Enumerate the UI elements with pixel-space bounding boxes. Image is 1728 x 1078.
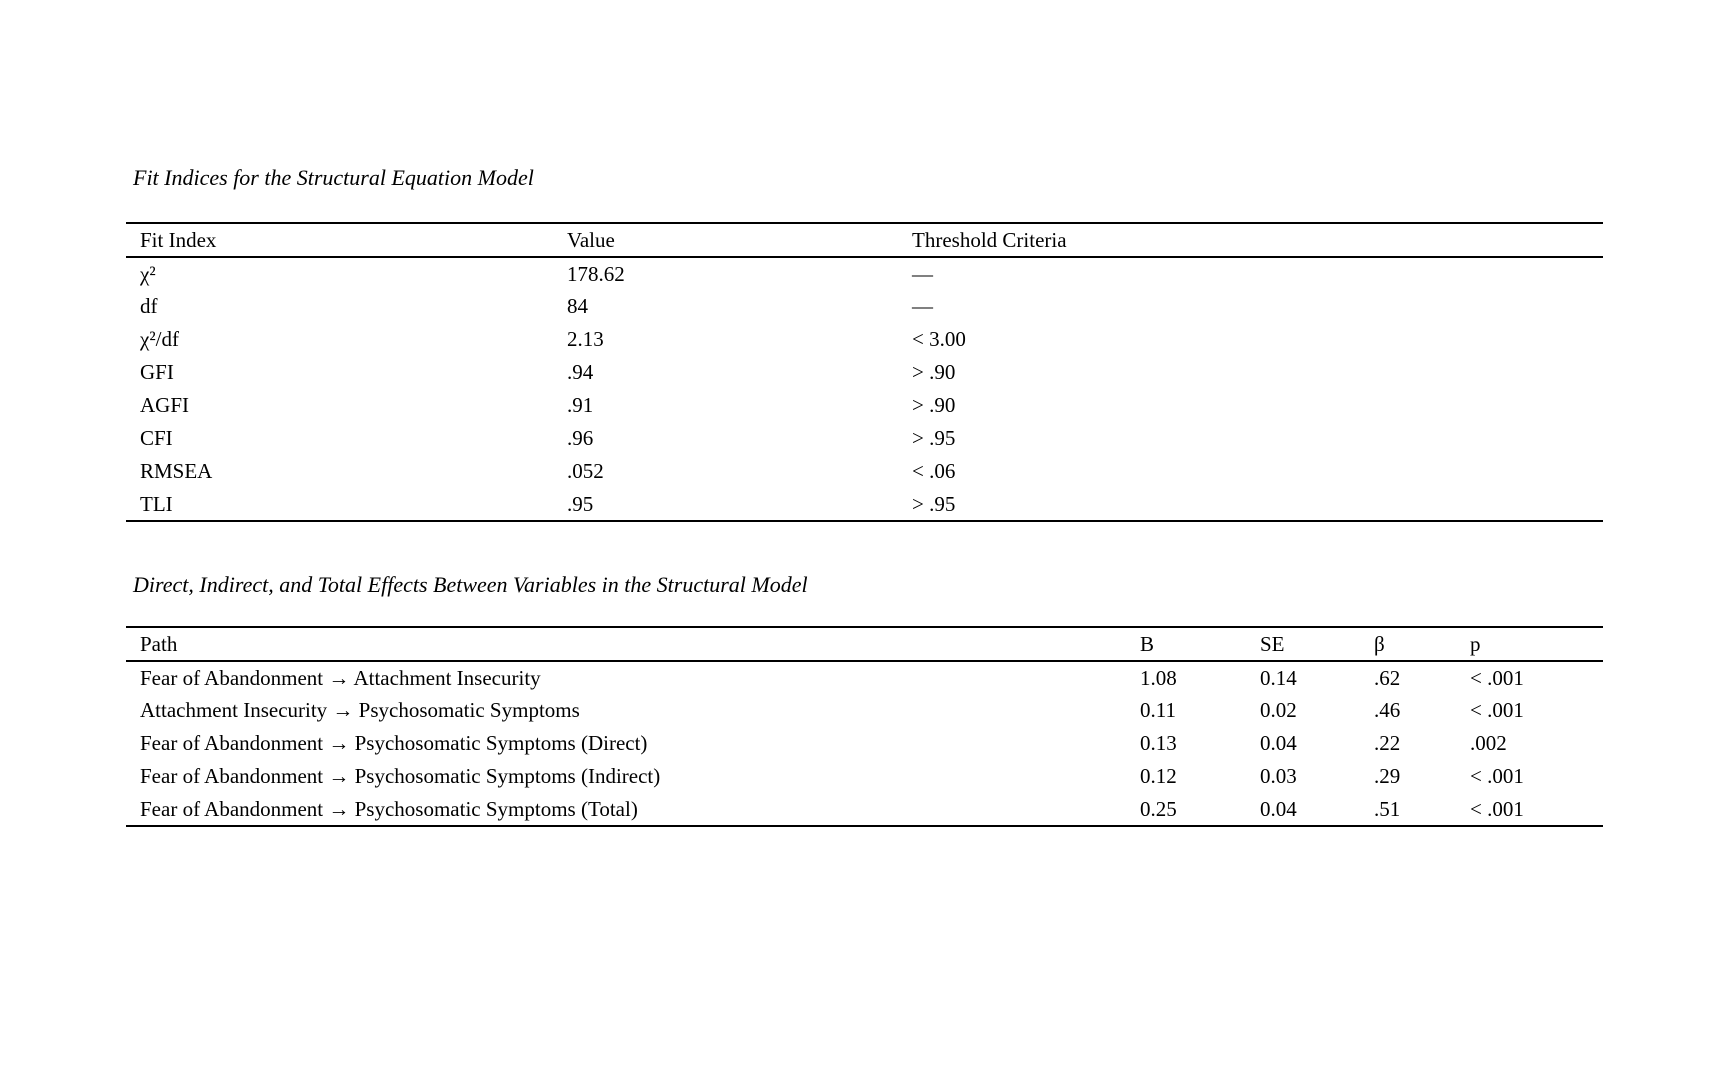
effects-table	[126, 626, 1603, 827]
path-cell: Fear of Abandonment → Psychosomatic Symptoms (Total)	[140, 796, 638, 821]
column-header-fit-index: Fit Index	[126, 223, 555, 257]
column-header-threshold-criteria: Threshold Criteria	[900, 223, 1603, 257]
threshold-cell: > .95	[912, 491, 956, 516]
b-cell: 0.25	[1140, 796, 1177, 821]
effects-table-title: Direct, Indirect, and Total Effects Between Variables in the Structural Model	[133, 572, 808, 597]
column-header-se: SE	[1248, 627, 1362, 661]
table-row	[126, 422, 1603, 455]
fit-indices-table-title: Fit Indices for the Structural Equation Model	[133, 165, 534, 190]
se-cell: 0.03	[1260, 764, 1297, 788]
threshold-cell: < 3.00	[912, 327, 966, 351]
b-cell: 0.12	[1140, 764, 1177, 788]
path-cell: Attachment Insecurity → Psychosomatic Symptoms	[140, 698, 580, 722]
fit-table-header-row	[126, 223, 1603, 257]
value-cell: 178.62	[567, 261, 625, 286]
b-cell: 0.13	[1140, 731, 1177, 755]
p-cell: < .001	[1470, 698, 1524, 722]
se-cell: 0.04	[1260, 796, 1297, 821]
fit-index-cell: χ²	[140, 261, 156, 286]
p-cell: < .001	[1470, 764, 1524, 788]
table-row	[126, 323, 1603, 356]
table-row	[126, 488, 1603, 521]
table-row	[126, 694, 1603, 727]
table-row	[126, 760, 1603, 793]
threshold-cell: < .06	[912, 459, 956, 483]
value-cell: .95	[567, 491, 594, 516]
beta-cell: .22	[1374, 731, 1401, 755]
column-header-b: B	[1128, 627, 1248, 661]
fit-index-cell: GFI	[140, 360, 174, 384]
threshold-cell: —	[912, 294, 933, 318]
p-cell: < .001	[1470, 665, 1524, 690]
table-row	[126, 727, 1603, 760]
fit-indices-table	[126, 222, 1603, 522]
beta-cell: .51	[1374, 796, 1401, 821]
threshold-cell: —	[912, 261, 933, 286]
se-cell: 0.14	[1260, 665, 1297, 690]
path-cell: Fear of Abandonment → Attachment Insecurity	[140, 665, 541, 690]
b-cell: 0.11	[1140, 698, 1176, 722]
table-row	[126, 793, 1603, 826]
table-row	[126, 290, 1603, 323]
fit-index-cell: df	[140, 294, 158, 318]
value-cell: .96	[567, 426, 594, 450]
threshold-cell: > .90	[912, 360, 956, 384]
effects-table-header-row	[126, 627, 1603, 661]
threshold-cell: > .95	[912, 426, 956, 450]
fit-index-cell: RMSEA	[140, 459, 213, 483]
table-row	[126, 661, 1603, 694]
p-cell: .002	[1470, 731, 1507, 755]
column-header-path: Path	[126, 627, 1128, 661]
table-row	[126, 356, 1603, 389]
b-cell: 1.08	[1140, 665, 1177, 690]
table-row	[126, 455, 1603, 488]
fit-index-cell: AGFI	[140, 393, 190, 417]
path-cell: Fear of Abandonment → Psychosomatic Symptoms (Indirect)	[140, 764, 661, 788]
value-cell: .052	[567, 459, 604, 483]
value-cell: 84	[567, 294, 588, 318]
beta-cell: .29	[1374, 764, 1401, 788]
column-header-value: Value	[555, 223, 900, 257]
table-row	[126, 257, 1603, 290]
beta-cell: .62	[1374, 665, 1401, 690]
se-cell: 0.04	[1260, 731, 1297, 755]
threshold-cell: > .90	[912, 393, 956, 417]
value-cell: 2.13	[567, 327, 604, 351]
column-header-beta: β	[1362, 627, 1458, 661]
se-cell: 0.02	[1260, 698, 1297, 722]
value-cell: .94	[567, 360, 594, 384]
path-cell: Fear of Abandonment → Psychosomatic Symptoms (Direct)	[140, 731, 648, 755]
beta-cell: .46	[1374, 698, 1401, 722]
fit-index-cell: TLI	[140, 491, 173, 516]
column-header-p: p	[1458, 627, 1603, 661]
table-row	[126, 389, 1603, 422]
fit-index-cell: χ²/df	[140, 327, 179, 351]
fit-index-cell: CFI	[140, 426, 173, 450]
value-cell: .91	[567, 393, 594, 417]
p-cell: < .001	[1470, 796, 1524, 821]
